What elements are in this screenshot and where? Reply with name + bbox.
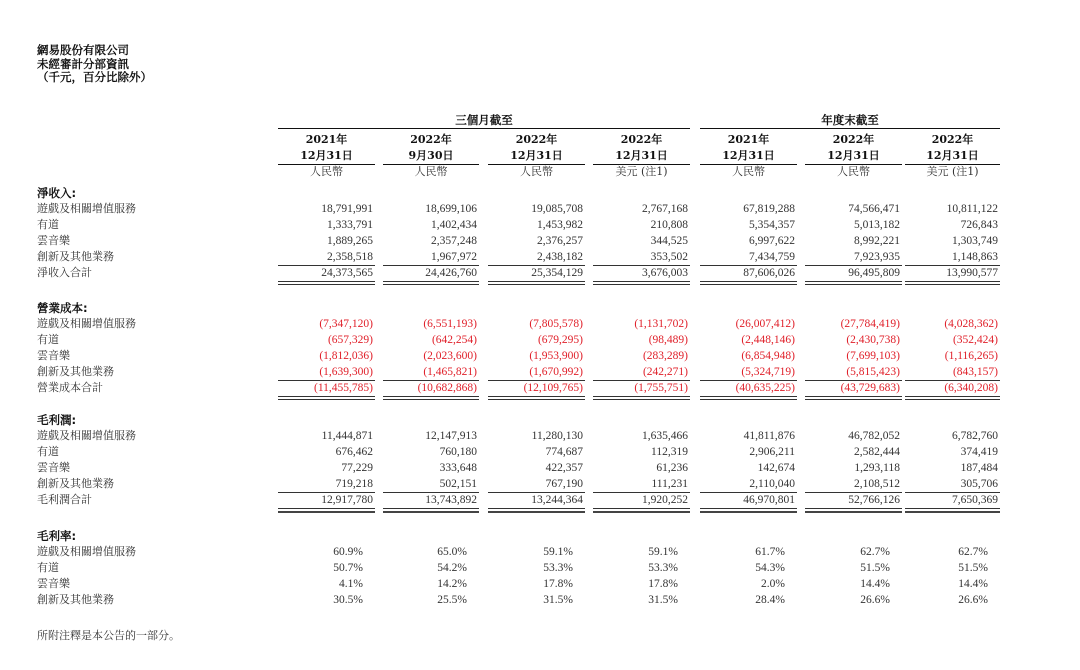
section-title: 毛利率:	[37, 529, 77, 543]
table-cell: 3,676,003	[593, 265, 690, 282]
table-cell: 2,906,211	[749, 446, 795, 458]
table-cell: 26.6%	[958, 594, 988, 606]
table-cell: (1,812,036)	[319, 350, 373, 362]
table-cell: (7,699,103)	[846, 350, 900, 362]
table-cell: 1,453,982	[537, 219, 583, 231]
column-header-date: 12月31日	[805, 148, 902, 165]
table-cell: 67,819,288	[743, 203, 795, 215]
table-cell: (40,635,225)	[700, 380, 797, 397]
row-label: 創新及其他業務	[37, 593, 114, 606]
table-cell: 51.5%	[860, 562, 890, 574]
table-cell: (1,755,751)	[593, 380, 690, 397]
table-cell: 53.3%	[543, 562, 573, 574]
table-cell: 2,582,444	[854, 446, 900, 458]
row-label: 淨收入合計	[37, 266, 92, 279]
table-cell: 1,889,265	[327, 235, 373, 247]
table-cell: (1,116,265)	[944, 350, 998, 362]
column-header	[700, 132, 797, 178]
table-cell: 13,743,892	[383, 492, 479, 509]
table-cell: 2,110,040	[700, 476, 797, 493]
table-cell: (6,551,193)	[423, 318, 477, 330]
table-cell: 5,013,182	[854, 219, 900, 231]
row-label: 雲音樂	[37, 461, 70, 474]
table-cell: 2.0%	[761, 578, 785, 590]
table-cell: 13,990,577	[905, 265, 1000, 282]
table-cell: (6,340,208)	[905, 380, 1000, 397]
table-cell: (11,455,785)	[278, 380, 375, 397]
row-label: 創新及其他業務	[37, 365, 114, 378]
table-cell: 74,566,471	[848, 203, 900, 215]
table-cell: 19,085,708	[531, 203, 583, 215]
section-title: 淨收入:	[37, 186, 77, 200]
table-cell: 18,791,991	[321, 203, 373, 215]
table-cell: 24,426,760	[383, 265, 479, 282]
table-cell: 28.4%	[755, 594, 785, 606]
table-cell: 1,635,466	[642, 430, 688, 442]
group-header-three-months: 三個月截至	[278, 112, 690, 129]
table-cell: 96,495,809	[805, 265, 902, 282]
column-header-year: 2021年	[727, 133, 770, 146]
table-cell: 10,811,122	[946, 203, 998, 215]
table-cell: (1,670,992)	[488, 364, 585, 381]
table-cell: 25.5%	[437, 594, 467, 606]
table-cell: (7,805,578)	[529, 318, 583, 330]
row-label: 有道	[37, 445, 59, 458]
column-header-year: 2022年	[832, 133, 875, 146]
table-cell: 2,108,512	[805, 476, 902, 493]
table-cell: 24,373,565	[278, 265, 375, 282]
table-cell: 61.7%	[755, 546, 785, 558]
table-cell: (657,329)	[327, 334, 373, 346]
row-label: 遊戲及相關增值服務	[37, 202, 136, 215]
table-cell: 26.6%	[860, 594, 890, 606]
row-label: 雲音樂	[37, 234, 70, 247]
table-cell: 31.5%	[648, 594, 678, 606]
column-header	[805, 132, 902, 178]
row-label: 創新及其他業務	[37, 477, 114, 490]
table-cell: (843,157)	[905, 364, 1000, 381]
table-cell: (283,289)	[642, 350, 688, 362]
table-cell: 25,354,129	[488, 265, 585, 282]
column-header-currency: 人民幣	[520, 165, 553, 178]
table-cell: 30.5%	[333, 594, 363, 606]
table-cell: 51.5%	[958, 562, 988, 574]
row-label: 有道	[37, 218, 59, 231]
column-header-currency: 人民幣	[732, 165, 765, 178]
table-cell: 4.1%	[339, 578, 363, 590]
company-name: 網易股份有限公司	[37, 43, 129, 57]
table-cell: 374,419	[960, 446, 998, 458]
table-cell: 2,376,257	[537, 235, 583, 247]
footnote: 所附注釋是本公告的一部分。	[37, 629, 180, 642]
table-cell: 52,766,126	[805, 492, 902, 509]
table-cell: 676,462	[335, 446, 373, 458]
table-cell: 210,808	[650, 219, 688, 231]
table-cell: (352,424)	[952, 334, 998, 346]
section-title: 毛利潤:	[37, 413, 77, 427]
table-cell: (26,007,412)	[735, 318, 795, 330]
table-cell: 7,650,369	[905, 492, 1000, 509]
column-header	[593, 132, 690, 178]
table-cell: 31.5%	[543, 594, 573, 606]
column-header-date: 12月31日	[278, 148, 375, 165]
table-cell: 1,920,252	[593, 492, 690, 509]
table-cell: 60.9%	[333, 546, 363, 558]
report-subtitle: 未經審計分部資訊	[37, 56, 129, 71]
table-cell: (7,347,120)	[319, 318, 373, 330]
report-header	[37, 44, 152, 85]
table-cell: 7,923,935	[805, 249, 902, 266]
table-cell: (1,465,821)	[383, 364, 479, 381]
column-header-date: 12月31日	[488, 148, 585, 165]
table-cell: 5,354,357	[749, 219, 795, 231]
group-header-year-end: 年度末截至	[700, 112, 1000, 129]
table-cell: (12,109,765)	[488, 380, 585, 397]
table-cell: 50.7%	[333, 562, 363, 574]
table-cell: 422,357	[545, 462, 583, 474]
row-label: 有道	[37, 333, 59, 346]
table-cell: 8,992,221	[854, 235, 900, 247]
column-header-year: 2022年	[410, 133, 452, 146]
table-cell: 17.8%	[648, 578, 678, 590]
table-cell: 18,699,106	[425, 203, 477, 215]
row-label: 雲音樂	[37, 577, 70, 590]
column-header-currency: 美元 (注1)	[926, 165, 979, 178]
table-cell: 2,358,518	[278, 249, 375, 266]
table-cell: 87,606,026	[700, 265, 797, 282]
table-cell: 11,444,871	[321, 430, 373, 442]
table-cell: (98,489)	[648, 334, 688, 346]
table-cell: (5,324,719)	[700, 364, 797, 381]
column-header-date: 12月31日	[593, 148, 690, 165]
table-cell: 54.2%	[437, 562, 467, 574]
table-cell: 305,706	[905, 476, 1000, 493]
table-cell: 62.7%	[958, 546, 988, 558]
column-header-date: 12月31日	[700, 148, 797, 165]
table-cell: 726,843	[960, 219, 998, 231]
table-cell: 333,648	[439, 462, 477, 474]
table-cell: (5,815,423)	[805, 364, 902, 381]
table-cell: (2,023,600)	[423, 350, 477, 362]
table-cell: 719,218	[278, 476, 375, 493]
table-cell: (10,682,868)	[383, 380, 479, 397]
column-header-currency: 人民幣	[414, 165, 448, 178]
table-cell: 46,970,801	[700, 492, 797, 509]
table-cell: 767,190	[488, 476, 585, 493]
column-header-year: 2022年	[931, 133, 974, 146]
row-label: 創新及其他業務	[37, 250, 114, 263]
table-cell: 53.3%	[648, 562, 678, 574]
table-cell: 6,997,622	[749, 235, 795, 247]
table-cell: 142,674	[757, 462, 795, 474]
column-header	[278, 132, 375, 178]
table-cell: 187,484	[960, 462, 998, 474]
column-header-year: 2021年	[305, 133, 348, 146]
table-cell: 12,147,913	[425, 430, 477, 442]
column-header-date: 9月30日	[383, 148, 479, 165]
table-cell: 77,229	[341, 462, 373, 474]
row-label: 遊戲及相關增值服務	[37, 429, 136, 442]
table-cell: 760,180	[439, 446, 477, 458]
table-cell: (1,131,702)	[634, 318, 688, 330]
table-cell: (1,953,900)	[529, 350, 583, 362]
table-cell: 111,231	[593, 476, 690, 493]
table-cell: 62.7%	[860, 546, 890, 558]
table-cell: (242,271)	[593, 364, 690, 381]
table-cell: (679,295)	[537, 334, 583, 346]
table-cell: 1,333,791	[327, 219, 373, 231]
table-cell: 14.4%	[860, 578, 890, 590]
table-cell: 1,402,434	[431, 219, 477, 231]
row-label: 營業成本合計	[37, 381, 103, 394]
table-cell: 774,687	[545, 446, 583, 458]
table-cell: 14.4%	[958, 578, 988, 590]
table-cell: 2,767,168	[642, 203, 688, 215]
table-cell: 59.1%	[543, 546, 573, 558]
table-cell: 344,525	[650, 235, 688, 247]
table-cell: (2,430,738)	[846, 334, 900, 346]
section-title: 營業成本:	[37, 301, 88, 315]
table-cell: (642,254)	[431, 334, 477, 346]
row-label: 雲音樂	[37, 349, 70, 362]
table-cell: 46,782,052	[848, 430, 900, 442]
table-cell: 1,967,972	[383, 249, 479, 266]
table-cell: 65.0%	[437, 546, 467, 558]
table-cell: (4,028,362)	[944, 318, 998, 330]
row-label: 毛利潤合計	[37, 493, 92, 506]
row-label: 有道	[37, 561, 59, 574]
table-cell: 17.8%	[543, 578, 573, 590]
table-cell: 14.2%	[437, 578, 467, 590]
table-cell: 61,236	[656, 462, 688, 474]
table-cell: 112,319	[651, 446, 688, 458]
table-cell: 1,293,118	[854, 462, 900, 474]
table-cell: 2,438,182	[488, 249, 585, 266]
column-header	[905, 132, 1000, 178]
table-cell: 13,244,364	[488, 492, 585, 509]
table-cell: 7,434,759	[700, 249, 797, 266]
column-header	[383, 132, 479, 178]
table-cell: (2,448,146)	[741, 334, 795, 346]
table-cell: (43,729,683)	[805, 380, 902, 397]
column-header-date: 12月31日	[905, 148, 1000, 165]
table-cell: 6,782,760	[952, 430, 998, 442]
table-cell: (6,854,948)	[741, 350, 795, 362]
table-cell: 59.1%	[648, 546, 678, 558]
table-cell: (27,784,419)	[840, 318, 900, 330]
table-cell: 353,502	[593, 249, 690, 266]
table-cell: 11,280,130	[531, 430, 583, 442]
table-cell: 54.3%	[755, 562, 785, 574]
table-cell: 1,148,863	[905, 249, 1000, 266]
table-cell: 2,357,248	[431, 235, 477, 247]
column-header-currency: 美元 (注1)	[615, 165, 668, 178]
row-label: 遊戲及相關增值服務	[37, 317, 136, 330]
unit-note: （千元，百分比除外）	[37, 70, 152, 84]
column-header	[488, 132, 585, 178]
table-cell: 502,151	[383, 476, 479, 493]
row-label: 遊戲及相關增值服務	[37, 545, 136, 558]
table-cell: 41,811,876	[743, 430, 795, 442]
column-header-year: 2022年	[620, 133, 663, 146]
table-cell: (1,639,300)	[278, 364, 375, 381]
column-header-currency: 人民幣	[310, 165, 343, 178]
column-header-year: 2022年	[515, 133, 558, 146]
table-cell: 1,303,749	[952, 235, 998, 247]
column-header-currency: 人民幣	[837, 165, 870, 178]
table-cell: 12,917,780	[278, 492, 375, 509]
